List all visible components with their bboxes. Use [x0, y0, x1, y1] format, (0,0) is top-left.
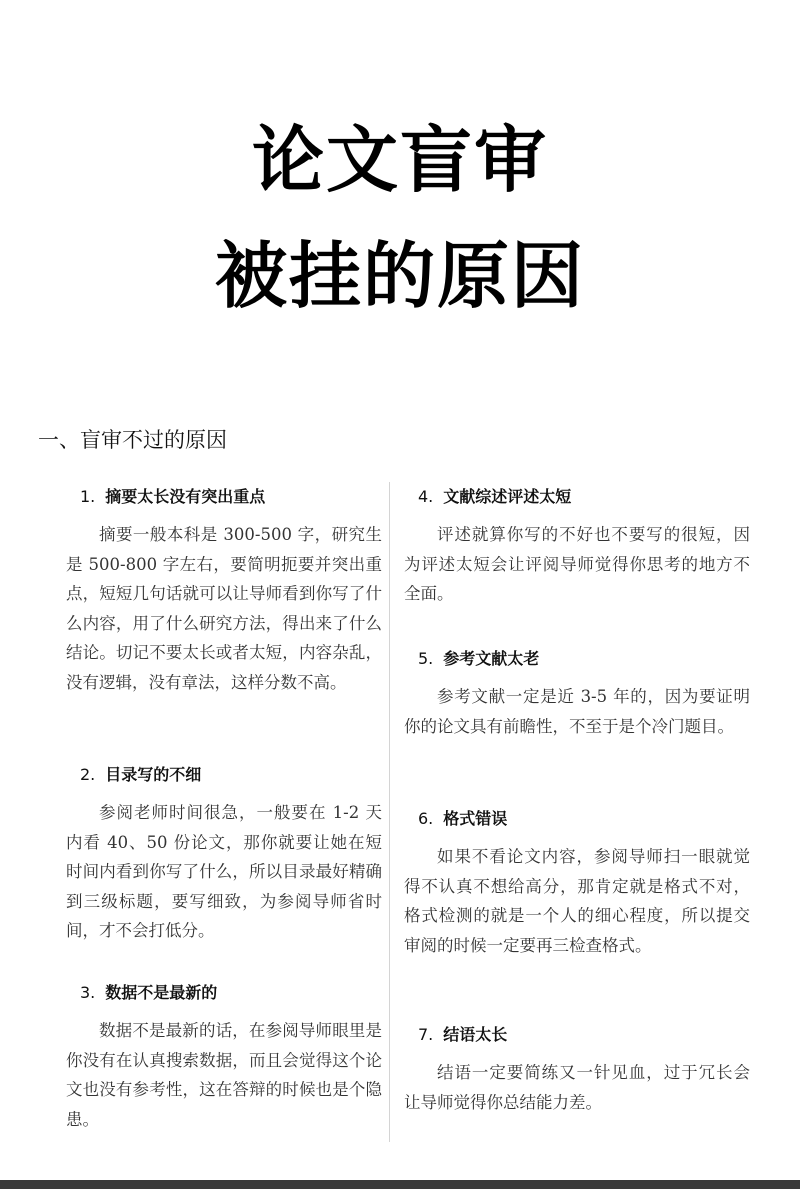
- item-review-too-short: [404, 486, 750, 609]
- item-heading: [418, 486, 750, 508]
- item-body: 如果不看论文内容，参阅导师扫一眼就觉得不认真不想给高分，那肯定就是格式不对，格式检测的就是一个人的细心程度，所以提交审阅的时候一定要再三检查格式。: [404, 847, 750, 955]
- item-body: 数据不是最新的话，在参阅导师眼里是你没有在认真搜索数据，而且会觉得这个论文也没有参考性，这在答辩的时候也是个隐患。: [66, 1021, 382, 1129]
- item-number: 7.: [418, 1025, 434, 1044]
- item-heading: [418, 1024, 750, 1046]
- item-number: 5.: [418, 649, 434, 668]
- item-heading: [80, 486, 382, 508]
- item-title: 数据不是最新的: [105, 983, 218, 1002]
- item-references-too-old: [404, 648, 750, 741]
- item-heading: [418, 808, 750, 830]
- item-title: 目录写的不细: [105, 765, 202, 784]
- item-title: 文献综述评述太短: [443, 487, 572, 506]
- item-body: 参阅老师时间很急，一般要在 1-2 天内看 40、50 份论文，那你就要让她在短时间内看到你写了什么，所以目录最好精确到三级标题，要写细致，为参阅导师省时间，才不会打低分。: [66, 803, 382, 940]
- section-heading: 一、盲审不过的原因: [38, 428, 227, 452]
- item-title: 摘要太长没有突出重点: [105, 487, 266, 506]
- item-body: 结语一定要简练又一针见血，过于冗长会让导师觉得你总结能力差。: [404, 1063, 750, 1112]
- item-heading: [80, 982, 382, 1004]
- item-heading: [80, 764, 382, 786]
- page-title-line-1: 论文盲审: [251, 117, 548, 202]
- column-divider: [389, 482, 390, 1142]
- page-title-line-2: 被挂的原因: [214, 233, 585, 318]
- item-conclusion-too-long: [404, 1024, 750, 1117]
- item-body: 摘要一般本科是 300-500 字，研究生是 500-800 字左右，要简明扼要并突出重点，短短几句话就可以让导师看到你写了什么内容，用了什么研究方法，得出来了什么结论。切记不要太长或者太短，内容杂乱，没有逻辑，没有章法，这样分数不高。: [66, 525, 382, 692]
- item-heading: [418, 648, 750, 670]
- item-abstract-too-long: [66, 486, 382, 697]
- item-number: 4.: [418, 487, 434, 506]
- item-title: 格式错误: [443, 809, 508, 828]
- item-number: 2.: [80, 765, 96, 784]
- item-format-error: [404, 808, 750, 960]
- item-data-outdated: [66, 982, 382, 1134]
- item-body: 参考文献一定是近 3-5 年的，因为要证明你的论文具有前瞻性，不至于是个冷门题目。: [404, 687, 750, 736]
- item-title: 结语太长: [443, 1025, 508, 1044]
- item-number: 6.: [418, 809, 434, 828]
- item-number: 3.: [80, 983, 96, 1002]
- bottom-edge-bar: [0, 1180, 800, 1189]
- item-title: 参考文献太老: [443, 649, 540, 668]
- item-body: 评述就算你写的不好也不要写的很短，因为评述太短会让评阅导师觉得你思考的地方不全面。: [404, 525, 750, 603]
- item-toc-not-detailed: [66, 764, 382, 946]
- item-number: 1.: [80, 487, 96, 506]
